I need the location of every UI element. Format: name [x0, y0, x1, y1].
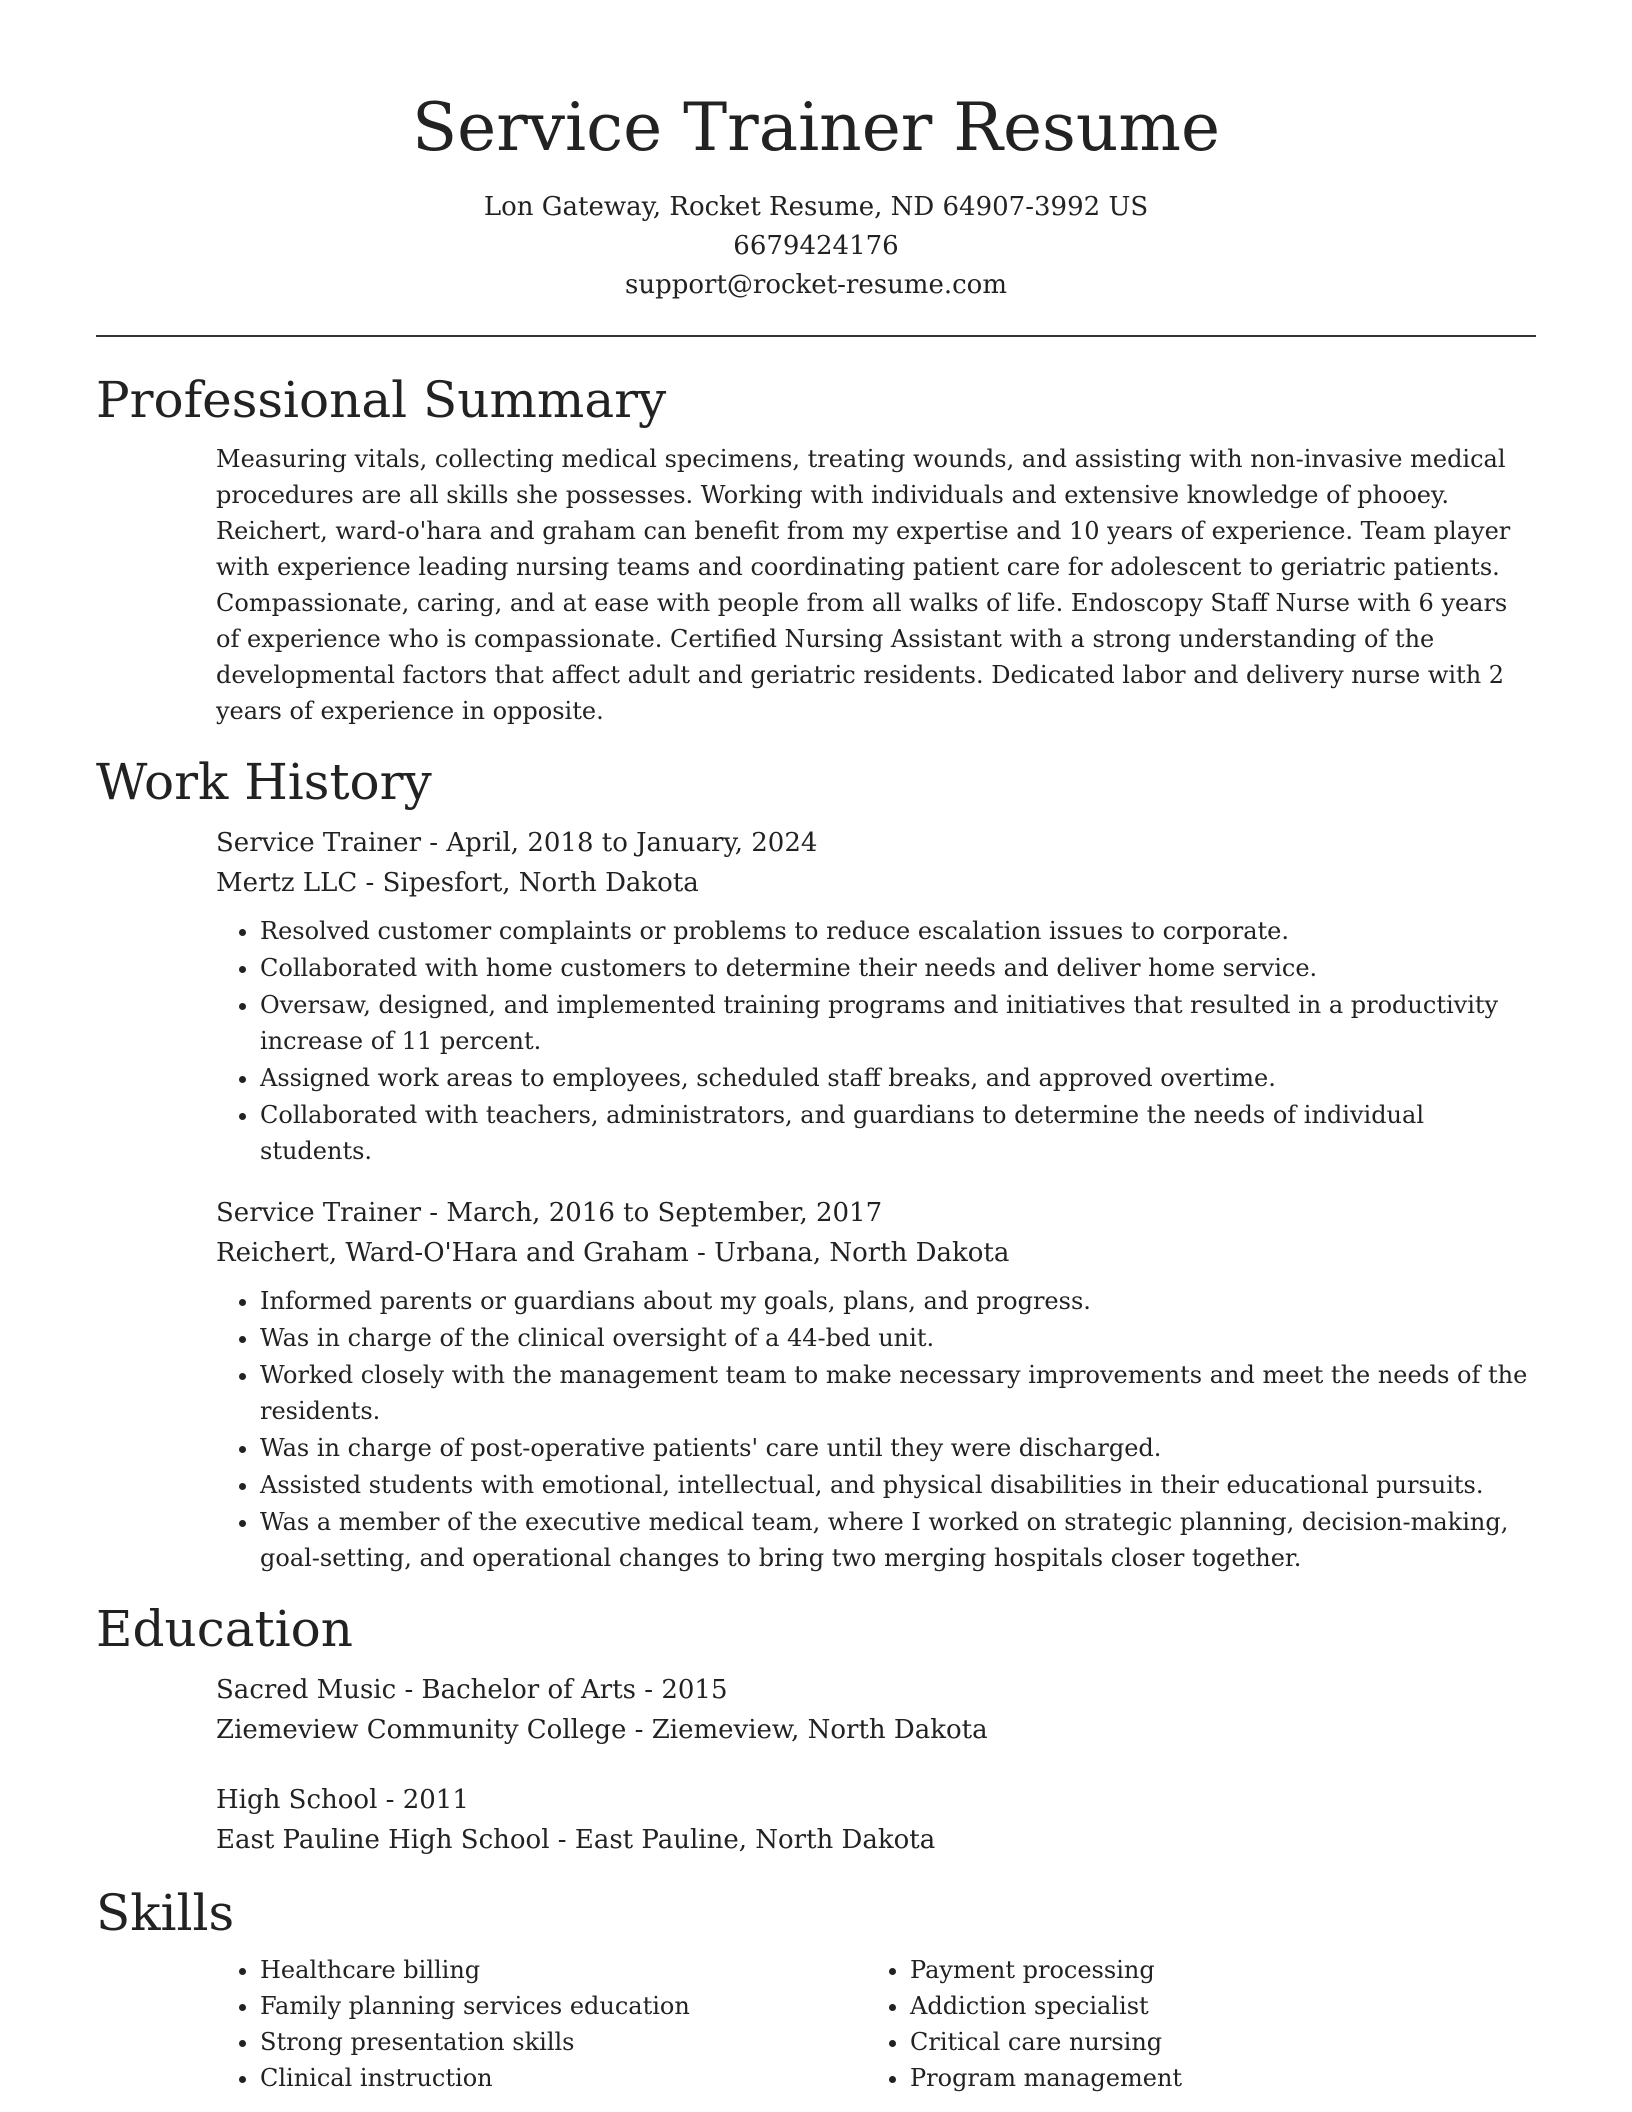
skill-item: • Payment processing [910, 1952, 1516, 1988]
education-location: Ziemeview, North Dakota [651, 1715, 988, 1745]
job-bullet: • Was in charge of post-operative patients' care until they were discharged. [260, 1430, 1536, 1466]
education-school-line: Ziemeview Community College - Ziemeview, North Dakota [216, 1715, 988, 1745]
education-school: Ziemeview Community College [216, 1715, 627, 1745]
contact-address: Lon Gateway, Rocket Resume, ND 64907-3992 US [483, 192, 1149, 222]
job-title-line: Service Trainer - March, 2016 to September, 2017 [216, 1198, 883, 1228]
education-section [216, 1670, 1536, 1860]
work-history-heading: Work History [96, 753, 432, 811]
job-bullets [216, 913, 1536, 1169]
job-bullet: • Informed parents or guardians about my goals, plans, and progress. [260, 1283, 1536, 1319]
job-bullet: • Oversaw, designed, and implemented training programs and initiatives that resulted in a productivity increase of 11 percent. [260, 987, 1536, 1059]
job-entry [216, 1193, 1536, 1576]
education-entry [216, 1670, 1536, 1750]
job-bullets [216, 1283, 1536, 1576]
job-title-line: Service Trainer - April, 2018 to January, 2024 [216, 828, 818, 858]
job-bullet: • Assisted students with emotional, intellectual, and physical disabilities in their educational pursuits. [260, 1467, 1536, 1503]
job-org-line: Mertz LLC - Sipesfort, North Dakota [216, 868, 699, 898]
summary-text: Measuring vitals, collecting medical specimens, treating wounds, and assisting with non-invasive medical procedures are all skills she possesses. Working with individuals and extensive knowledge of phooey. Reichert, ward-o'hara and graham can benefit from my expertise and 10 years of experience. Team player with experience leading nursing teams and coordinating patient care for adolescent to geriatric patients. Compassionate, caring, and at ease with people from all walks of life. Endoscopy Staff Nurse with 6 years of experience who is compassionate. Certified Nursing Assistant with a strong understanding of the developmental factors that affect adult and geriatric residents. Dedicated labor and delivery nurse with 2 years of experience in opposite. [216, 445, 1511, 725]
education-heading: Education [96, 1600, 353, 1658]
resume-page [96, 0, 1536, 2112]
resume-header [96, 0, 1536, 305]
job-dates: April, 2018 to January, 2024 [446, 828, 818, 858]
skills-list [866, 1952, 1516, 2096]
job-entry [216, 823, 1536, 1169]
skill-item: • Clinical instruction [260, 2060, 866, 2096]
skill-item: • Critical care nursing [910, 2024, 1516, 2060]
skills-column-left [216, 1952, 866, 2096]
resume-title: Service Trainer Resume [411, 89, 1221, 166]
skill-item: • Family planning services education [260, 1988, 866, 2024]
job-title: Service Trainer [216, 828, 421, 858]
job-org-line: Reichert, Ward-O'Hara and Graham - Urbana, North Dakota [216, 1238, 1010, 1268]
job-bullet: • Worked closely with the management team to make necessary improvements and meet the needs of the residents. [260, 1357, 1536, 1429]
skills-column-right [866, 1952, 1516, 2096]
job-company: Reichert, Ward-O'Hara and Graham [216, 1238, 689, 1268]
education-school: East Pauline High School [216, 1825, 550, 1855]
skills-list [216, 1952, 866, 2096]
job-company: Mertz LLC [216, 868, 358, 898]
summary-section [216, 441, 1536, 729]
skill-item: • Program management [910, 2060, 1516, 2096]
skill-item: • Addiction specialist [910, 1988, 1516, 2024]
contact-phone: 6679424176 [733, 231, 899, 261]
summary-heading: Professional Summary [96, 371, 667, 429]
work-history-section [216, 823, 1536, 1576]
job-bullet: • Was in charge of the clinical oversight of a 44-bed unit. [260, 1320, 1536, 1356]
education-degree: High School - 2011 [216, 1785, 469, 1815]
job-bullet: • Collaborated with home customers to determine their needs and deliver home service. [260, 950, 1536, 986]
skill-item: • Healthcare billing [260, 1952, 866, 1988]
skills-heading: Skills [96, 1884, 235, 1942]
education-degree: Sacred Music - Bachelor of Arts - 2015 [216, 1675, 728, 1705]
header-divider [96, 335, 1536, 337]
skill-item: • Strong presentation skills [260, 2024, 866, 2060]
skills-section [216, 1952, 1536, 2096]
skills-columns [216, 1952, 1536, 2096]
job-dates: March, 2016 to September, 2017 [446, 1198, 883, 1228]
contact-email: support@rocket-resume.com [624, 270, 1007, 300]
job-bullet: • Was a member of the executive medical team, where I worked on strategic planning, decision-making, goal-setting, and operational changes to bring two merging hospitals closer together. [260, 1504, 1536, 1576]
job-bullet: • Collaborated with teachers, administrators, and guardians to determine the needs of individual students. [260, 1097, 1536, 1169]
education-location: East Pauline, North Dakota [574, 1825, 936, 1855]
education-school-line: East Pauline High School - East Pauline, North Dakota [216, 1825, 936, 1855]
job-bullet: • Assigned work areas to employees, scheduled staff breaks, and approved overtime. [260, 1060, 1536, 1096]
job-location: Sipesfort, North Dakota [382, 868, 699, 898]
job-title: Service Trainer [216, 1198, 421, 1228]
job-bullet: • Resolved customer complaints or problems to reduce escalation issues to corporate. [260, 913, 1536, 949]
education-entry [216, 1780, 1536, 1860]
job-location: Urbana, North Dakota [714, 1238, 1010, 1268]
